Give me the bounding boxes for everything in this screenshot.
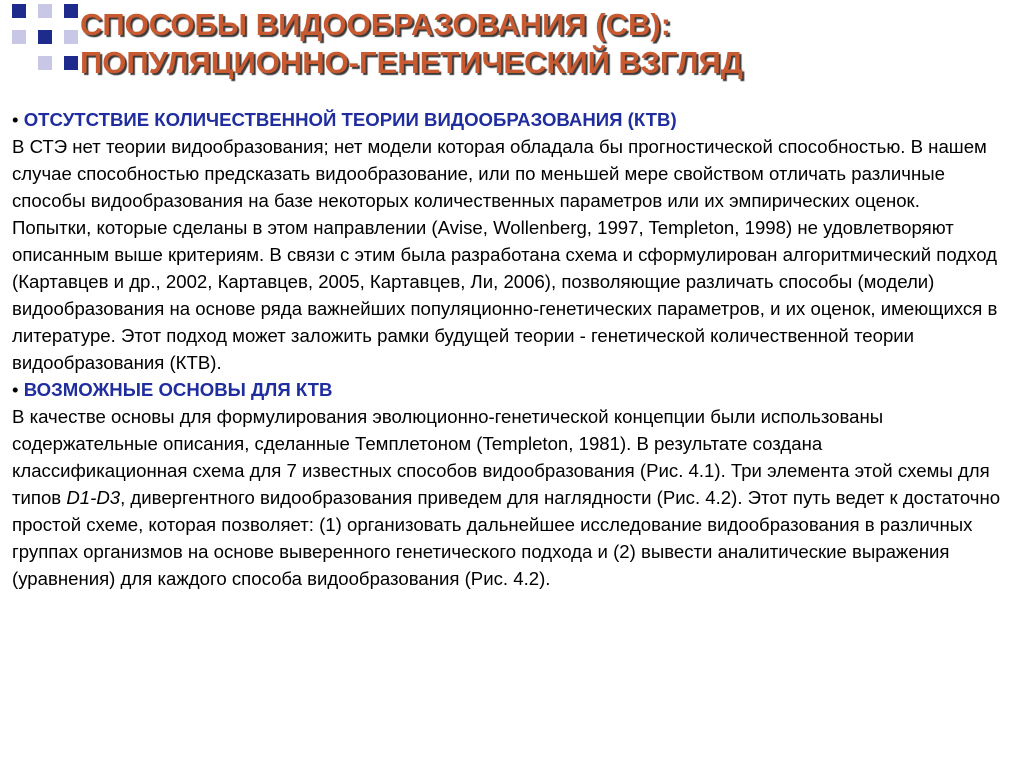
section-2-heading-text: ВОЗМОЖНЫЕ ОСНОВЫ ДЛЯ КТВ	[23, 379, 333, 400]
deco-square	[38, 56, 52, 70]
section-1-heading	[12, 106, 1002, 133]
deco-square	[38, 4, 52, 18]
page-title	[80, 6, 980, 82]
bullet-icon: •	[12, 109, 19, 130]
section-2-body-italic: D1-D3	[66, 487, 121, 508]
section-2-body	[12, 403, 1002, 592]
section-1-body: В СТЭ нет теории видообразования; нет модели которая обладала бы прогностической способностью. В нашем случае способностью предсказать видообразование, или по меньшей мере свойством отличать различные способы видообразования на базе некоторых количественных параметров или их эмпирических оценок. Попытки, которые сделаны в этом направлении (Avise, Wollenberg, 1997, Templeton, 1998) не удовлетворяют описанным выше критериям. В связи с этим была разработана схема и сформулирован алгоритмический подход (Картавцев и др., 2002, Картавцев, 2005, Картавцев, Ли, 2006), позволяющие различать способы (модели) видообразования на основе ряда важнейших популяционно-генетических параметров, и их оценок, имеющихся в литературе. Этот подход может заложить рамки будущей теории - генетической количественной теории видообразования (КТВ).	[12, 136, 998, 373]
deco-square	[64, 30, 78, 44]
deco-square	[64, 4, 78, 18]
deco-square	[38, 30, 52, 44]
deco-square	[12, 30, 26, 44]
section-2-heading	[12, 376, 1002, 403]
deco-square	[12, 4, 26, 18]
bullet-icon: •	[12, 379, 19, 400]
slide-content	[12, 106, 1002, 592]
section-2-body-part-2: , дивергентного видообразования приведем для наглядности (Рис. 4.2). Этот путь ведет к достаточно простой схеме, которая позволяет: (1) организовать дальнейшее исследование видообразования в различных группах организмов на основе выверенного генетического подхода и (2) вывести аналитические выражения (уравнения) для каждого способа видообразования (Рис. 4.2).	[12, 487, 1001, 589]
title-line-1: СПОСОБЫ ВИДООБРАЗОВАНИЯ (СВ):	[80, 7, 672, 42]
title-line-2: ПОПУЛЯЦИОННО-ГЕНЕТИЧЕСКИЙ ВЗГЛЯД	[80, 45, 743, 80]
section-1-heading-text: ОТСУТСТВИЕ КОЛИЧЕСТВЕННОЙ ТЕОРИИ ВИДООБРАЗОВАНИЯ (КТВ)	[23, 109, 677, 130]
deco-square	[64, 56, 78, 70]
section-2-body-part-1: В качестве основы для формулирования эволюционно-генетической концепции были использованы содержательные описания, сделанные Темплетоном (Templeton, 1981). В результате создана классификационная схема для 7 известных способов видообразования (Рис. 4.1). Три элемента этой схемы для типов	[12, 406, 990, 508]
